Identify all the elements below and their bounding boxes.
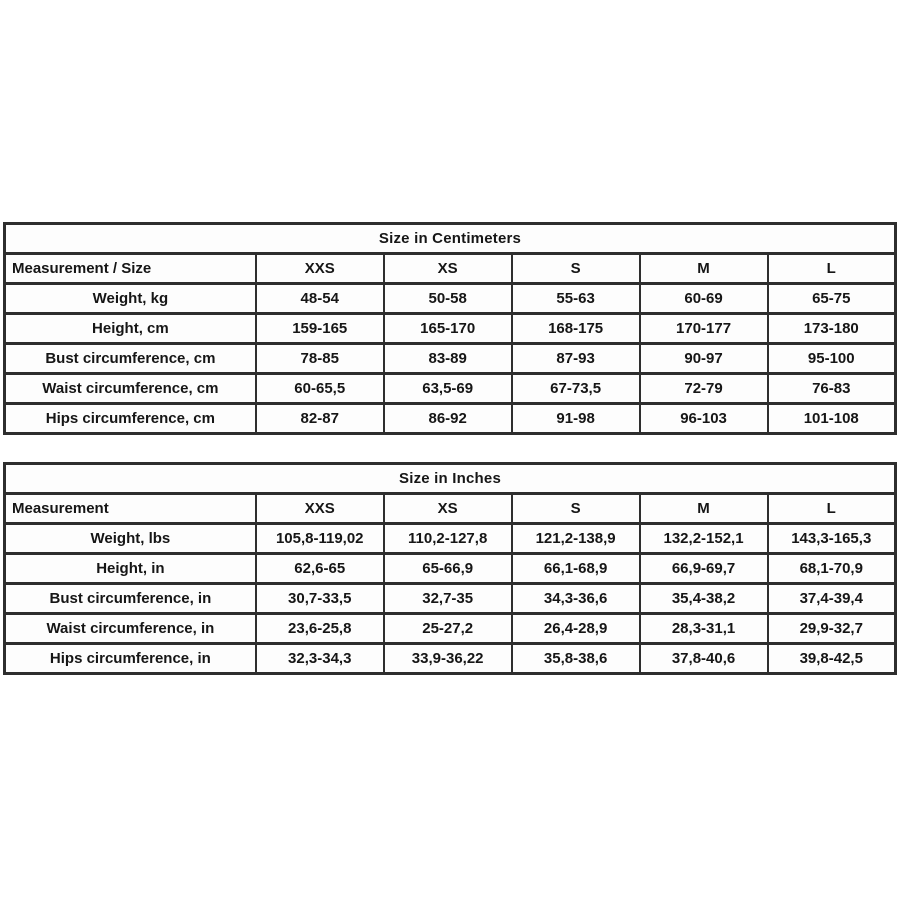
cm-header-m: M: [640, 254, 768, 284]
size-value-cell: 28,3-31,1: [640, 614, 768, 644]
size-value-cell: 76-83: [768, 374, 896, 404]
size-value-cell: 34,3-36,6: [512, 584, 640, 614]
row-label: Hips circumference, in: [5, 644, 256, 674]
size-value-cell: 29,9-32,7: [768, 614, 896, 644]
inch-header-measurement: Measurement: [5, 494, 256, 524]
size-value-cell: 66,1-68,9: [512, 554, 640, 584]
table-row: [5, 524, 896, 554]
size-table-centimeters: [3, 222, 897, 435]
table-row: [5, 614, 896, 644]
inch-header-xs: XS: [384, 494, 512, 524]
table-row: [5, 344, 896, 374]
size-value-cell: 39,8-42,5: [768, 644, 896, 674]
size-value-cell: 30,7-33,5: [256, 584, 384, 614]
size-value-cell: 165-170: [384, 314, 512, 344]
table-row: [5, 404, 896, 434]
table-row: [5, 644, 896, 674]
size-value-cell: 26,4-28,9: [512, 614, 640, 644]
size-value-cell: 173-180: [768, 314, 896, 344]
row-label: Waist circumference, cm: [5, 374, 256, 404]
size-value-cell: 78-85: [256, 344, 384, 374]
size-value-cell: 168-175: [512, 314, 640, 344]
size-value-cell: 83-89: [384, 344, 512, 374]
size-value-cell: 72-79: [640, 374, 768, 404]
size-value-cell: 67-73,5: [512, 374, 640, 404]
cm-header-l: L: [768, 254, 896, 284]
row-label: Weight, lbs: [5, 524, 256, 554]
size-value-cell: 110,2-127,8: [384, 524, 512, 554]
inch-title-row: [5, 464, 896, 494]
size-value-cell: 170-177: [640, 314, 768, 344]
row-label: Bust circumference, in: [5, 584, 256, 614]
table-row: [5, 584, 896, 614]
size-value-cell: 91-98: [512, 404, 640, 434]
size-value-cell: 37,8-40,6: [640, 644, 768, 674]
row-label: Weight, kg: [5, 284, 256, 314]
cm-header-measurement: Measurement / Size: [5, 254, 256, 284]
size-value-cell: 37,4-39,4: [768, 584, 896, 614]
row-label: Waist circumference, in: [5, 614, 256, 644]
table-row: [5, 314, 896, 344]
size-value-cell: 90-97: [640, 344, 768, 374]
size-value-cell: 82-87: [256, 404, 384, 434]
size-value-cell: 105,8-119,02: [256, 524, 384, 554]
size-value-cell: 32,3-34,3: [256, 644, 384, 674]
size-value-cell: 121,2-138,9: [512, 524, 640, 554]
size-value-cell: 143,3-165,3: [768, 524, 896, 554]
cm-header-xs: XS: [384, 254, 512, 284]
inch-header-s: S: [512, 494, 640, 524]
size-value-cell: 101-108: [768, 404, 896, 434]
size-value-cell: 159-165: [256, 314, 384, 344]
size-value-cell: 55-63: [512, 284, 640, 314]
table-row: [5, 284, 896, 314]
row-label: Bust circumference, cm: [5, 344, 256, 374]
size-value-cell: 86-92: [384, 404, 512, 434]
size-table-inches: [3, 462, 897, 675]
size-value-cell: 62,6-65: [256, 554, 384, 584]
size-value-cell: 50-58: [384, 284, 512, 314]
size-value-cell: 65-75: [768, 284, 896, 314]
size-value-cell: 132,2-152,1: [640, 524, 768, 554]
cm-title-row: [5, 224, 896, 254]
size-value-cell: 48-54: [256, 284, 384, 314]
cm-header-xxs: XXS: [256, 254, 384, 284]
inch-header-row: [5, 494, 896, 524]
cm-header-s: S: [512, 254, 640, 284]
size-value-cell: 63,5-69: [384, 374, 512, 404]
row-label: Height, cm: [5, 314, 256, 344]
size-value-cell: 35,4-38,2: [640, 584, 768, 614]
size-value-cell: 66,9-69,7: [640, 554, 768, 584]
inch-table-title: Size in Inches: [5, 464, 896, 494]
row-label: Hips circumference, cm: [5, 404, 256, 434]
size-value-cell: 60-65,5: [256, 374, 384, 404]
size-value-cell: 60-69: [640, 284, 768, 314]
cm-header-row: [5, 254, 896, 284]
cm-table-title: Size in Centimeters: [5, 224, 896, 254]
inch-header-l: L: [768, 494, 896, 524]
table-row: [5, 554, 896, 584]
inch-header-m: M: [640, 494, 768, 524]
size-value-cell: 32,7-35: [384, 584, 512, 614]
size-value-cell: 23,6-25,8: [256, 614, 384, 644]
size-value-cell: 95-100: [768, 344, 896, 374]
table-row: [5, 374, 896, 404]
row-label: Height, in: [5, 554, 256, 584]
size-value-cell: 33,9-36,22: [384, 644, 512, 674]
inch-header-xxs: XXS: [256, 494, 384, 524]
size-value-cell: 68,1-70,9: [768, 554, 896, 584]
size-value-cell: 35,8-38,6: [512, 644, 640, 674]
size-value-cell: 87-93: [512, 344, 640, 374]
size-value-cell: 96-103: [640, 404, 768, 434]
size-value-cell: 65-66,9: [384, 554, 512, 584]
size-value-cell: 25-27,2: [384, 614, 512, 644]
